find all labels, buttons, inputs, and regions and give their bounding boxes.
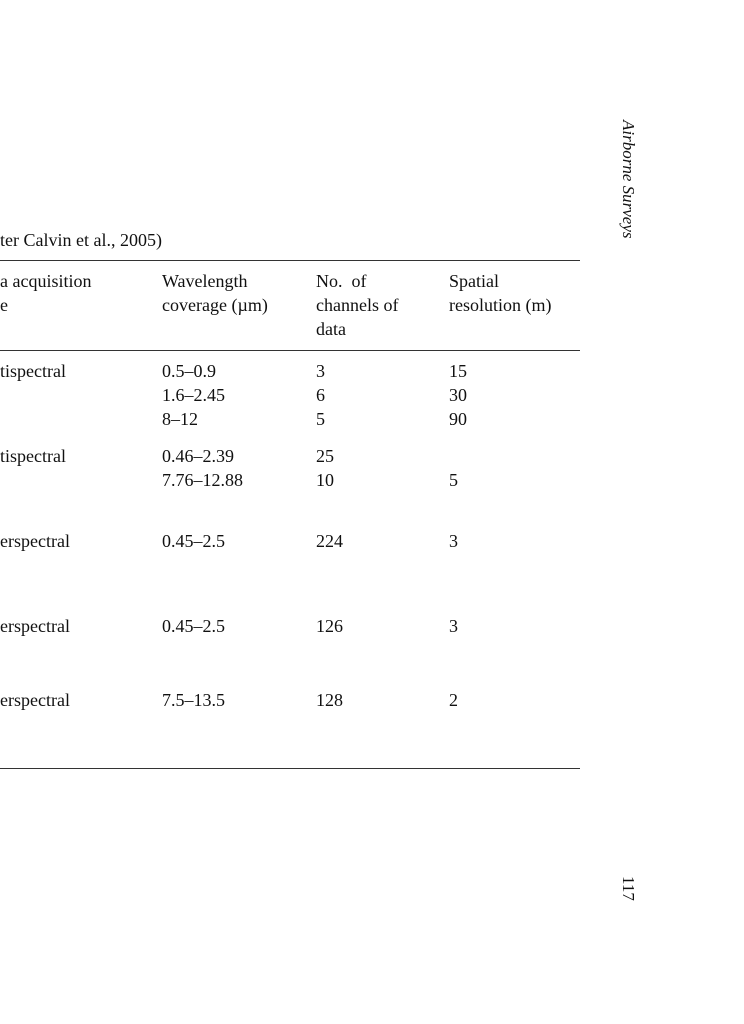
cell-mode: tispectral bbox=[0, 361, 66, 381]
cell-channels: 5 bbox=[316, 409, 325, 429]
cell-resolution: 5 bbox=[449, 470, 458, 490]
cell-mode: erspectral bbox=[0, 616, 70, 636]
header-acquisition-mode-line2: e bbox=[0, 295, 8, 315]
header-channels-line2: channels of bbox=[316, 295, 399, 315]
cell-resolution: 3 bbox=[449, 531, 458, 551]
cell-resolution: 15 bbox=[449, 361, 467, 381]
header-resolution-line2: resolution (m) bbox=[449, 295, 552, 315]
cell-channels: 25 bbox=[316, 446, 334, 466]
running-head: Airborne Surveys bbox=[619, 120, 638, 239]
cell-wavelength: 0.45–2.5 bbox=[162, 531, 225, 551]
header-acquisition-mode-line1: a acquisition bbox=[0, 271, 92, 291]
cell-wavelength: 0.46–2.39 bbox=[162, 446, 234, 466]
cell-channels: 224 bbox=[316, 531, 343, 551]
table-header-rule bbox=[0, 350, 580, 351]
cell-resolution: 3 bbox=[449, 616, 458, 636]
cell-mode: erspectral bbox=[0, 531, 70, 551]
cell-channels: 6 bbox=[316, 385, 325, 405]
cell-wavelength: 0.45–2.5 bbox=[162, 616, 225, 636]
table-top-rule bbox=[0, 260, 580, 261]
header-wavelength-line2: coverage (µm) bbox=[162, 295, 268, 315]
cell-channels: 10 bbox=[316, 470, 334, 490]
cell-resolution: 90 bbox=[449, 409, 467, 429]
cell-channels: 128 bbox=[316, 690, 343, 710]
cell-resolution: 30 bbox=[449, 385, 467, 405]
header-channels-line3: data bbox=[316, 319, 346, 339]
cell-wavelength: 0.5–0.9 bbox=[162, 361, 216, 381]
cell-wavelength: 8–12 bbox=[162, 409, 198, 429]
cell-wavelength: 7.5–13.5 bbox=[162, 690, 225, 710]
header-channels-line1: No. of bbox=[316, 271, 367, 291]
header-resolution-line1: Spatial bbox=[449, 271, 499, 291]
table-caption: ter Calvin et al., 2005) bbox=[0, 230, 162, 250]
header-wavelength-line1: Wavelength bbox=[162, 271, 248, 291]
table-bottom-rule bbox=[0, 768, 580, 769]
page-number: 117 bbox=[619, 876, 638, 901]
cell-resolution: 2 bbox=[449, 690, 458, 710]
cell-wavelength: 1.6–2.45 bbox=[162, 385, 225, 405]
cell-channels: 3 bbox=[316, 361, 325, 381]
cell-channels: 126 bbox=[316, 616, 343, 636]
cell-wavelength: 7.76–12.88 bbox=[162, 470, 243, 490]
cell-mode: erspectral bbox=[0, 690, 70, 710]
cell-mode: tispectral bbox=[0, 446, 66, 466]
